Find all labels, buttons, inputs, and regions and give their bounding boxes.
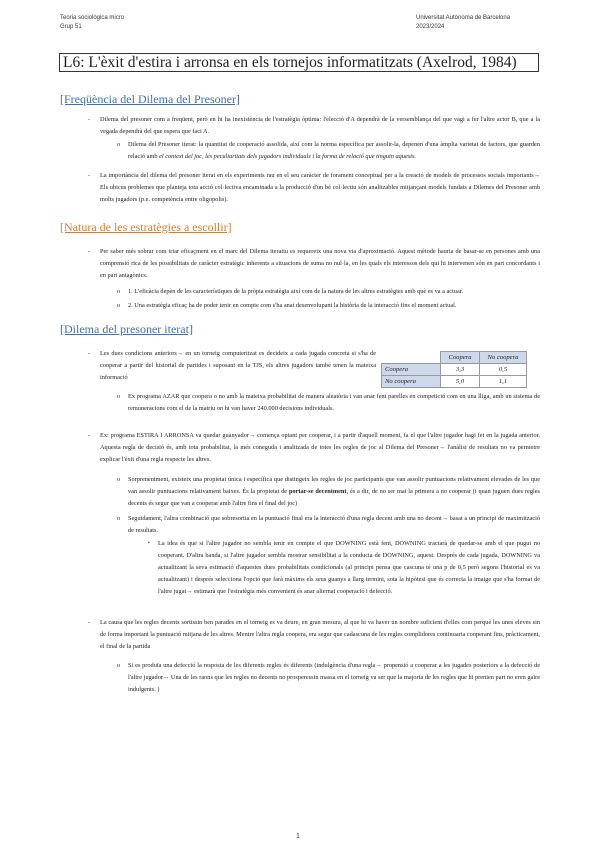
paragraph: Les dues condicions anteriors→ en un torneig computeritzat es decideix a cada jugada concreta si s'ha de cooperar a partir del historial de partides i suposant en la TJS, els altres jugadors també tenen la mateixa informació bbox=[100, 350, 376, 381]
circle-bullet: o bbox=[117, 662, 121, 669]
paragraph: La causa que les regles decents sortissin ben parades en el torneig es va deure, en gran mesura, al que hi va haver un nombre suficient d'elles com perquè les unes eleves sin de forma important la puntuació mitjana de les altres. Mentre l'altra regla coopera, era segur que cadascuna de les regles complidores continuaria cooperant fins, pràcticament, el final de la partida bbox=[100, 619, 540, 650]
dash-bullet: - bbox=[88, 248, 91, 255]
paragraph: Seguidament, l'altra combinació que sobresortia en la puntuació final era la interacció d'una regla decent amb una no decent→ basat a un principi de maximització de resultats. bbox=[128, 515, 540, 534]
circle-bullet: o bbox=[117, 141, 121, 148]
paragraph: Si es produïa una defecció la resposta de les diferents regles és diferents (indulgència d'una regla→ propensió a cooperar a les jugades posteriors a la defecció de l'altre jugador→ Una de les raons que les regles no decents no prosperessin massa en el torneig va ser que la majoria de les regles que hi prenien part no eren gaire indulgents. ) bbox=[128, 662, 540, 693]
circle-bullet: o bbox=[117, 476, 121, 483]
paragraph: Per saber més sobrar com triar eficaçment en el marc del Dilema iteratiu es requereix una nova via d'aproximació. Aquest mètode hauria de basar-se en persones amb una comprensió rica de les possibilitats de caràcter estratègic inherents a situacions de suma no nul·la, en les quals els interessos dels qui hi intervenen són en part concordants i en part antagònics. bbox=[100, 248, 540, 279]
dash-bullet: - bbox=[88, 432, 91, 439]
payoff-matrix bbox=[381, 351, 527, 388]
dash-bullet: - bbox=[88, 619, 91, 626]
title-box bbox=[59, 53, 539, 72]
paragraph: Dilema del Presoner iterat: la quantitat de cooperació assolida, així com la norma específica per assolir-la, depenen d'una àmplia varietat de factors, que guarden relació amb el context del joc, les peculiaritats dels jugadors individuals i la forma de relació que tinguin aquests. bbox=[128, 141, 540, 160]
paragraph: Dilema del presoner com a freqüent, però en hi ha inexistència de l'estratègia òptima: l'elecció d'A dependrà de la versemblança del que vagi a fer l'altre actor B, que a la vegada dependrà del que espera que faci A. bbox=[100, 116, 540, 135]
matrix-cell: 5,0 bbox=[441, 376, 480, 388]
course-name: Teoria sociològica micro bbox=[60, 15, 125, 21]
section-heading-natura: [Natura de les estratègies a escollir] bbox=[60, 220, 232, 234]
section-heading-frequencia: [Freqüència del Dilema del Presoner] bbox=[60, 92, 240, 106]
square-bullet: ▪ bbox=[148, 541, 150, 546]
paragraph: La importància del dilema del presoner iterat en els experiments rau en el seu caràcter de forament conceptual per a la creació de models de processos socials importants→ Els ubicus problemes que planteja tota acció col·lectiva encaminada a la producció d'un bé col·lectiu són analitzables mitjançant models fundats a Dilemes del Presoner amb molts jugadors (p.e. competència entre oligopolis). bbox=[100, 172, 540, 203]
paragraph: Ex programa AZAR que coopera o no amb la mateixa probabilitat de manera aleatòria i van anar fent parelles en competició com en una lliga, amb un sistema de remuneracions com el de la matriu on hi van haver 240.000 decisions individuals. bbox=[128, 393, 540, 412]
list-item: 2. Una estratègia eficaç ha de poder tenir en compte com s'ha anat desenvolupant la història de la interacció fins el moment actual. bbox=[128, 302, 457, 309]
circle-bullet: o bbox=[117, 515, 121, 522]
circle-bullet: o bbox=[117, 288, 121, 295]
section-heading-dilema: [Dilema del presoner iterat] bbox=[60, 322, 193, 336]
matrix-col-header: Coopera bbox=[441, 352, 480, 364]
paragraph: Sorprenentment, existeix una propietat única i específica que distingeix les regles de joc participants que van assolir puntuacions relativament elevades de les que van assolir puntuacions relativament baixes. És la propietat de portar-se decentment, és a dir, de no ser mai la primera a no cooperar (i quan juguen dues regles decents és segur que van a cooperar amb l'altre fins el final del joc) bbox=[128, 476, 540, 507]
header-left bbox=[60, 14, 124, 32]
paragraph: Ex: programa ESTIRA I ARRONSA va quedar guanyador→ comença optant per cooperar, i a partir d'aquell moment, fa el que l'altre jugador hagi fet en la jugada anterior. Aquesta regla de decisió és, amb tota probabilitat, la més coneguda i analitzada de totes les regles de joc al Dilema del Presoner→ l'anàlisi de resultats no va permetre explicar l'èxit d'una regla respecte les altres. bbox=[100, 432, 540, 463]
paragraph: La idea és que si l'altre jugador no sembla tenir en compte el que DOWNING està fent, DOWNING tractarà de quedar-se amb el que pugui no cooperant. D'altra banda, si l'altre jugador sembla mostrar sensibilitat a la conducta de DOWNING, aquest. Després de cada jugada, DOWNING va actualitzant la seva estimació d'aquestes dues probabilitats condicionals (al principi pensa que cascuna té una p de 0,5 però segons l'historial es va actualitzant) i després selecciona l'opció que farà màxims els seus guanys a llarg termini, sota la hipòtesi que és correcta la imatge que s'ha format de l'altre jugat→ estimarà que l'estratègia més convenient és anar alternat cooperació i defecció. bbox=[158, 540, 540, 595]
matrix-cell: 1,1 bbox=[480, 376, 527, 388]
circle-bullet: o bbox=[117, 393, 121, 400]
dash-bullet: - bbox=[88, 116, 91, 123]
matrix-corner bbox=[382, 352, 441, 364]
matrix-row-header: Coopera bbox=[382, 364, 441, 376]
page-title: L6: L'èxit d'estira i arronsa en els tornejos informatitzats (Axelrod, 1984) bbox=[63, 54, 517, 71]
header-right bbox=[416, 14, 510, 32]
dash-bullet: - bbox=[88, 172, 91, 179]
page-number: 1 bbox=[296, 833, 300, 840]
list-item: 1. L'eficàcia depèn de les característiques de la pròpia estratègia així com de la natura de les altres estratègies amb què es va a actuar. bbox=[128, 288, 464, 295]
matrix-col-header: No coopera bbox=[480, 352, 527, 364]
matrix-cell: 0,5 bbox=[480, 364, 527, 376]
matrix-cell: 3,3 bbox=[441, 364, 480, 376]
group-name: Grup 51 bbox=[60, 24, 82, 30]
matrix-row-header: No coopera bbox=[382, 376, 441, 388]
dash-bullet: - bbox=[88, 350, 91, 357]
university-name: Universitat Autònoma de Barcelona bbox=[416, 15, 511, 21]
academic-year: 2023/2024 bbox=[416, 24, 445, 30]
circle-bullet: o bbox=[117, 302, 121, 309]
